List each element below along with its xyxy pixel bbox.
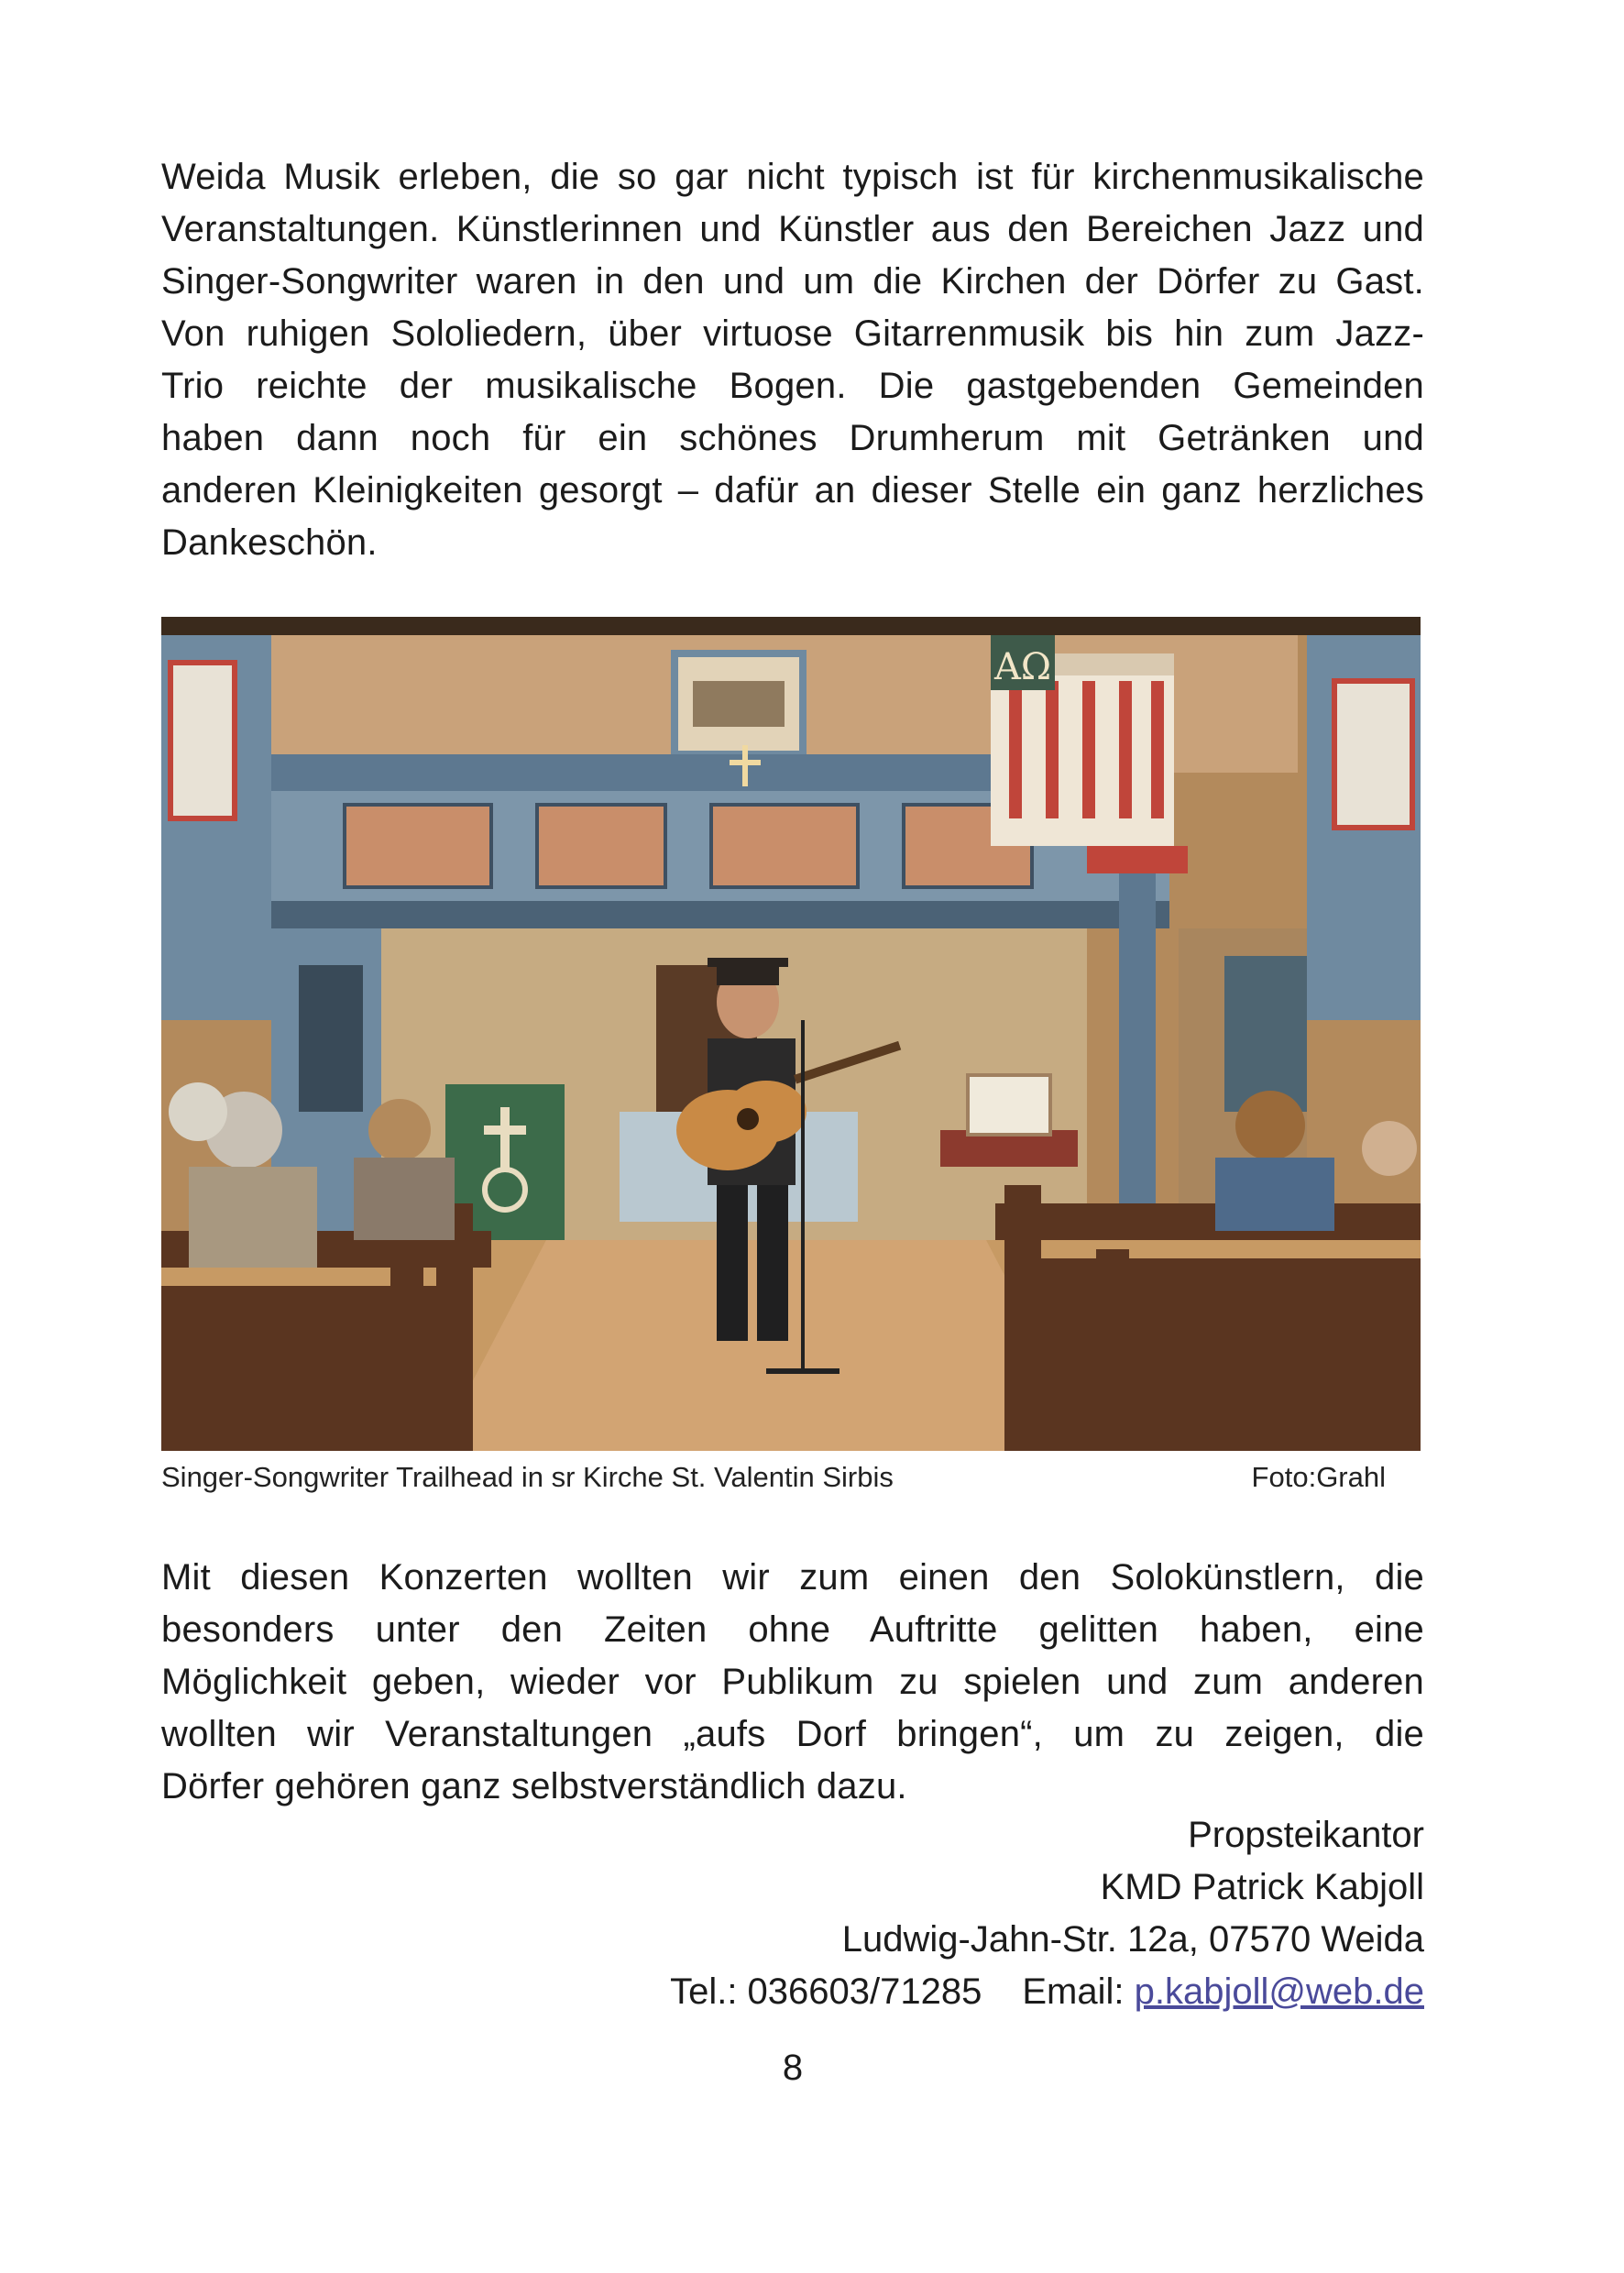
text-line: Von ruhigen Sololiedern, über virtuose Gitarrenmusik bis hin zum Jazz- [161, 313, 1424, 354]
paragraph-intro [161, 151, 1424, 569]
photo-caption: Singer-Songwriter Trailhead in sr Kirche St. Valentin Sirbis [161, 1461, 894, 1493]
signature-contact [670, 1966, 1424, 2018]
text-line: haben dann noch für ein schönes Drumherum mit Getränken und [161, 418, 1424, 458]
phone-number: Tel.: 036603/71285 [670, 1971, 982, 2012]
email-label: Email: [1022, 1971, 1125, 2012]
church-interior-illustration [161, 617, 1421, 1451]
text-line: Trio reichte der musikalische Bogen. Die gastgebenden Gemeinden [161, 366, 1424, 406]
alpha-omega-letters: AΩ [993, 646, 1052, 688]
text-line: Weida Musik erleben, die so gar nicht typisch ist für kirchenmusikalische [161, 157, 1424, 197]
concert-photo [161, 617, 1421, 1451]
signature-address: Ludwig-Jahn-Str. 12a, 07570 Weida [841, 1919, 1424, 1960]
text-line: besonders unter den Zeiten ohne Auftritte gelitten haben, eine [161, 1609, 1424, 1650]
text-line: Möglichkeit geben, wieder vor Publikum zu spielen und zum anderen [161, 1662, 1424, 1702]
text-line: Singer-Songwriter waren in den und um die Kirchen der Dörfer zu Gast. [161, 261, 1424, 302]
email-link[interactable]: p.kabjoll@web.de [1134, 1971, 1424, 2012]
text-line: anderen Kleinigkeiten gesorgt – dafür an dieser Stelle ein ganz herzliches [161, 470, 1424, 511]
text-line: wollten wir Veranstaltungen „aufs Dorf bringen“, um zu zeigen, die [161, 1714, 1424, 1754]
page-number: 8 [782, 2048, 804, 2088]
signature-title: Propsteikantor [1188, 1815, 1424, 1855]
signature-name: KMD Patrick Kabjoll [1100, 1867, 1424, 1907]
text-line: Veranstaltungen. Künstlerinnen und Künstler aus den Bereichen Jazz und [161, 209, 1424, 249]
text-line: Dankeschön. [161, 522, 378, 563]
text-line: Dörfer gehören ganz selbstverständlich dazu. [161, 1766, 907, 1806]
text-line: Mit diesen Konzerten wollten wir zum einen den Solokünstlern, die [161, 1557, 1424, 1598]
photo-credit: Foto:Grahl [1251, 1461, 1386, 1493]
paragraph-closing [161, 1552, 1424, 1813]
